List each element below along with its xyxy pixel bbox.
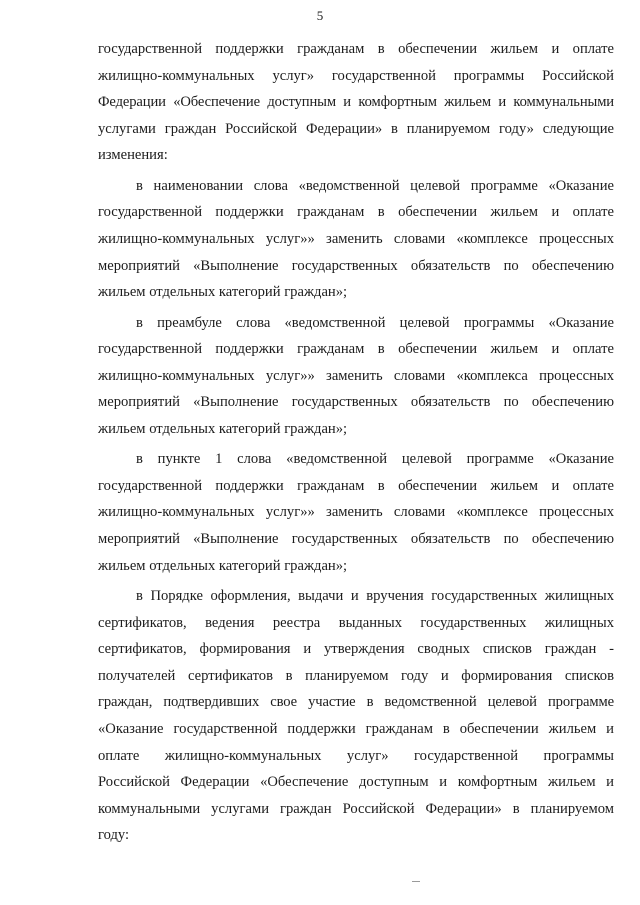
scan-artifact-mark [412, 881, 420, 882]
text-line: государственной поддержки гражданам в обеспечении жильем и оплате [98, 341, 614, 358]
text-line: сертификатов, ведения реестра выданных государственных жилищных [98, 614, 614, 631]
text-line: мероприятий «Выполнение государственных обязательств по обеспечению [98, 257, 614, 274]
page-number: 5 [316, 8, 324, 23]
text-line: получателей сертификатов в планируемом году и формирования списков [98, 667, 614, 684]
text-line: в Порядке оформления, выдачи и вручения государственных жилищных [136, 588, 614, 605]
text-line: в наименовании слова «ведомственной целевой программе «Оказание [136, 177, 614, 194]
text-line: мероприятий «Выполнение государственных обязательств по обеспечению [98, 531, 614, 548]
text-line: жильем отдельных категорий граждан»; [98, 557, 348, 574]
text-line: в пункте 1 слова «ведомственной целевой программе «Оказание [136, 451, 614, 468]
paragraph-intro-continuation [98, 36, 614, 169]
text-line: услугами граждан Российской Федерации» в планируемом году» следующие [98, 120, 614, 137]
text-line: году: [98, 827, 130, 844]
text-line: сертификатов, формирования и утверждения сводных списков граждан - [98, 641, 614, 658]
paragraph-preamble-amendment [98, 310, 614, 443]
text-line: государственной поддержки гражданам в обеспечении жильем и оплате [98, 477, 614, 494]
text-line: граждан, подтвердивших свое участие в ведомственной целевой программе [98, 694, 614, 711]
text-line: коммунальными услугами граждан Российской Федерации» в планируемом [98, 800, 614, 817]
text-line: жилищно-коммунальных услуг» государственной программы Российской [98, 67, 614, 84]
text-line: жильем отдельных категорий граждан»; [98, 284, 348, 301]
paragraph-procedure-amendment [98, 583, 614, 849]
text-line: жилищно-коммунальных услуг»» заменить словами «комплексе процессных [98, 230, 614, 247]
text-line: государственной поддержки гражданам в обеспечении жильем и оплате [98, 41, 614, 57]
text-line: изменения: [98, 147, 168, 164]
text-line: жильем отдельных категорий граждан»; [98, 420, 348, 437]
text-line: жилищно-коммунальных услуг»» заменить словами «комплекса процессных [98, 367, 614, 384]
text-line: Федерации «Обеспечение доступным и комфортным жильем и коммунальными [98, 94, 614, 111]
text-line: жилищно-коммунальных услуг»» заменить словами «комплексе процессных [98, 504, 614, 521]
paragraph-title-amendment [98, 173, 614, 306]
text-line: в преамбуле слова «ведомственной целевой программы «Оказание [136, 314, 614, 331]
paragraph-item-1-amendment [98, 446, 614, 579]
text-line: оплате жилищно-коммунальных услуг» государственной программы [98, 747, 614, 764]
text-line: государственной поддержки гражданам в обеспечении жильем и оплате [98, 204, 614, 221]
text-line: «Оказание государственной поддержки гражданам в обеспечении жильем и [98, 721, 614, 738]
text-line: мероприятий «Выполнение государственных обязательств по обеспечению [98, 394, 614, 411]
document-body [98, 36, 614, 849]
text-line: Российской Федерации «Обеспечение доступным и комфортным жильем и [98, 774, 614, 791]
